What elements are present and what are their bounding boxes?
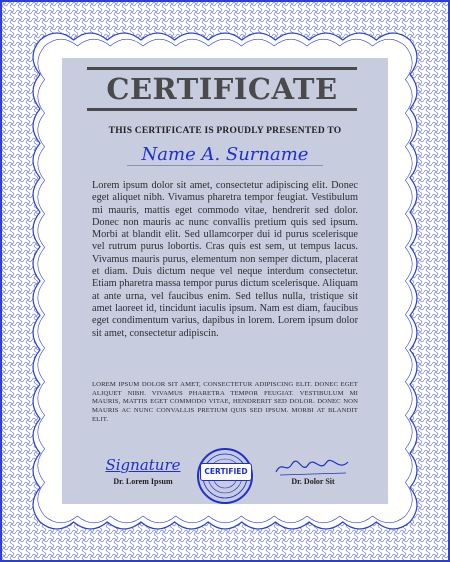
- certificate-fine-print: LOREM IPSUM DOLOR SIT AMET, CONSECTETUR ADIPISCING ELIT. DONEC EGET ALIQUET NIBH. VIVAMUS PHARETRA TEMPOR FEUGIAT. VESTIBULUM MI MAURIS, MATTIS EGET COMMODO VITAE, HENDRERIT SED DOLOR. DONEC NON MAURIS AC NUNC CONVALLIS PRETIUM QUIS SED IPSUM. MORBI AT BLANDIT ELIT.: [92, 381, 358, 423]
- recipient-underline: [127, 165, 323, 166]
- certificate-title: CERTIFICATE: [106, 72, 338, 106]
- signature-left-name: Dr. Lorem Ipsum: [113, 477, 173, 486]
- signature-right-scribble: [268, 456, 358, 478]
- certificate-title-box: [87, 67, 357, 111]
- title-rule-bottom: [87, 108, 357, 111]
- recipient-name: Name A. Surname: [141, 144, 309, 165]
- title-rule-top: [87, 67, 357, 70]
- certificate-body-text: Lorem ipsum dolor sit amet, consectetur adipiscing elit. Donec eget aliquet nibh. Vivamus pharetra tempor feugiat. Vestibulum mi mauris, mattis eget commodo vitae, hendrerit sed dolor. Donec non mauris ac nunc convallis pretium quis sed ipsum. Morbi at blandit elit. Sed ullamcorper dui id purus scelerisque vel rutrum purus lobortis. Cras quis est sem, ut tempus lacus. Vivamus mauris purus, elementum non semper dictum, placerat et diam. Duis dictum neque vel neque interdum consectetur. Etiam pharetra massa tempor purus dictum scelerisque. Aliquam at ante urna, vel faucibus enim. Sed tellus nulla, tristique sit amet laoreet id, tincidunt iaculis ipsum. Nam est diam, faucibus eget condimentum varius, dapibus in lorem. Lorem ipsum dolor sit amet, consectetur adipiscin.: [92, 180, 358, 339]
- signature-left-script: Signature: [105, 456, 181, 474]
- presented-to-line: THIS CERTIFICATE IS PROUDLY PRESENTED TO: [108, 126, 342, 136]
- signature-right-name: Dr. Dolor Sit: [291, 477, 335, 486]
- certified-seal-label: CERTIFIED: [200, 463, 252, 481]
